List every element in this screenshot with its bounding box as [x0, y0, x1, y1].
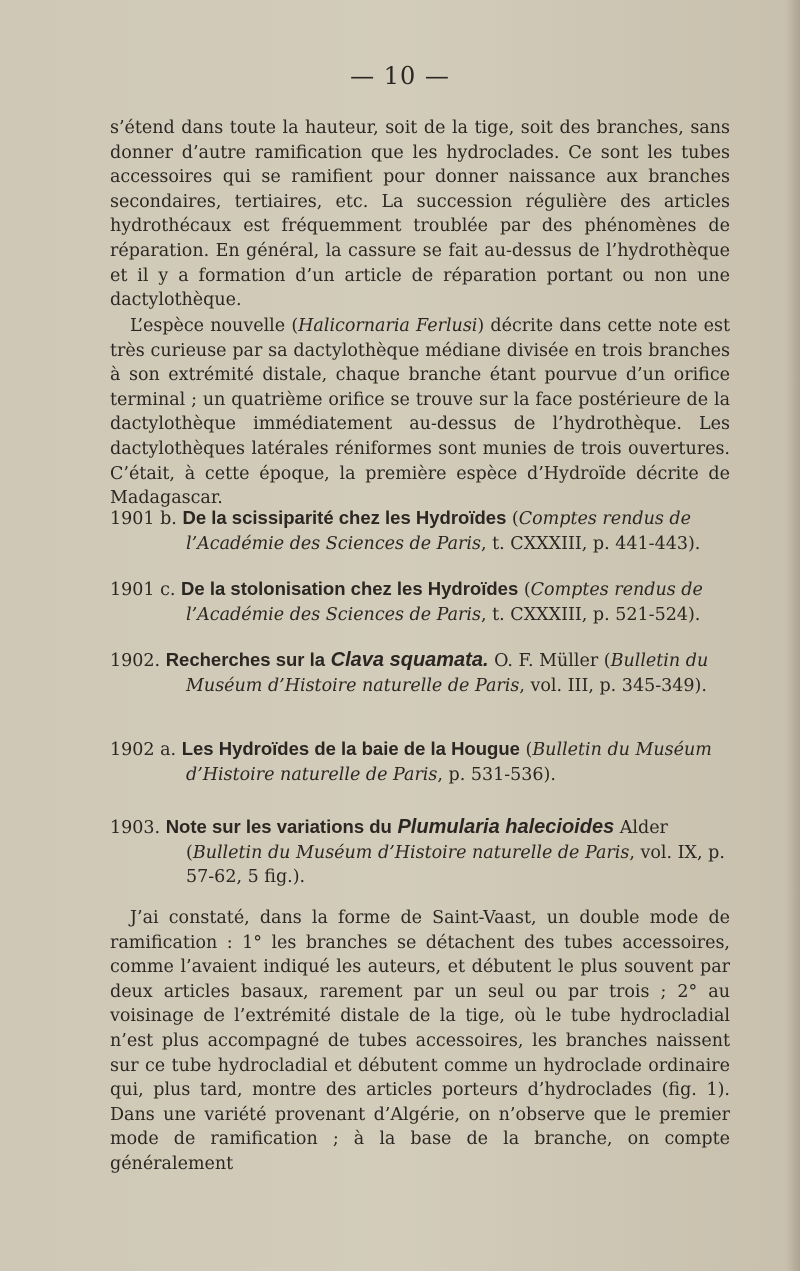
entry-paren: (: [518, 580, 531, 600]
entry-paren: (: [506, 509, 519, 529]
entry-paren: (: [519, 740, 533, 760]
paragraph-1: s’étend dans toute la hauteur, soit de la tige, soit des branches, sans donner d’autre ramification que les hydroclades. Ce sont les tubes accessoires qui se ramifient pour donner naissance aux branches secondaires, tertiaires, etc. La succession régulière des articles hydrothécaux est fréquemment troublée par des phénomènes de réparation. En général, la cassure se fait au-dessus de l’hydrothèque et il y a formation d’un article de réparation portant ou non une dactylothèque.: [110, 118, 730, 311]
entry-title: Note sur les variations du: [165, 816, 392, 837]
entry-journal: Comptes rendus de l’Académie des Sciences de Paris: [186, 509, 691, 554]
entry-title: De la stolonisation chez les Hydroïdes: [181, 578, 519, 599]
paragraph-2-body: ) décrite dans cette note est très curieuse par sa dactylothèque médiane divisée en trois branches à son extrémité distale, chaque branche étant pourvue d’un orifice terminal ; un quatrième orifice se trouve sur la face postérieure de la dactylothèque immédiatement au-dessus de l’hydrothèque. Les dactylothèques latérales réniformes sont munies de trois ouvertures. C’était, à cette époque, la première espèce d’Hydroïde décrite de Madagascar.: [110, 316, 730, 509]
entry-species: Clava squamata.: [330, 649, 489, 671]
entry-pages: , p. 531-536).: [437, 764, 556, 785]
entry-year: 1902 a.: [110, 740, 177, 760]
entry-year: 1901 c.: [110, 580, 176, 600]
paragraph-2: [110, 314, 730, 511]
entry-species: Plumularia halecioides: [397, 816, 615, 838]
page-number: — 10 —: [350, 62, 450, 90]
entry-journal: Bulletin du Muséum d’Histoire naturelle de Paris: [186, 740, 712, 785]
paragraph-3: J’ai constaté, dans la forme de Saint-Vaast, un double mode de ramification : 1° les branches se détachent des tubes accessoires, comme l’avaient indiqué les auteurs, et débutent le plus souvent par deux articles basaux, rarement par un seul ou par trois ; 2° au voisinage de l’extrémité distale de la tige, où le tube hydrocladial n’est plus accompagné de tubes accessoires, les branches naissent sur ce tube hydrocladial et débutent comme un hydroclade ordinaire qui, plus tard, montre des articles porteurs d’hydroclades (fig. 1). Dans une variété provenant d’Algérie, on n’observe que le premier mode de ramification ; à la base de la branche, on compte généralement: [110, 908, 730, 1174]
bibliography-entry: [110, 648, 730, 698]
bibliography-entry: [110, 506, 730, 556]
paragraph-2-open: L’espèce nouvelle (: [130, 316, 299, 336]
entry-journal: Comptes rendus de l’Académie des Sciences de Paris: [186, 580, 703, 625]
entry-author: O. F. Müller (: [488, 651, 611, 671]
entry-author: Alder (: [186, 818, 668, 863]
entry-title: Recherches sur la: [165, 649, 326, 670]
entry-year: 1903.: [110, 818, 161, 838]
entry-journal: Bulletin du Muséum d’Histoire naturelle de Paris: [192, 842, 630, 863]
entry-title: De la scissiparité chez les Hydroïdes: [182, 507, 507, 528]
entry-pages: , t. CXXXIII, p. 441-443).: [481, 533, 701, 554]
entry-year: 1902.: [110, 651, 161, 671]
bibliography-entry: [110, 737, 730, 787]
bibliography-entry: [110, 577, 730, 627]
bibliography-entry: [110, 815, 730, 890]
species-name: Halicornaria Ferlusi: [298, 316, 478, 336]
entry-pages: , vol. IX, p. 57-62, 5 fig.).: [186, 842, 725, 888]
entry-journal: Bulletin du Muséum d’Histoire naturelle de Paris: [186, 651, 709, 696]
entry-year: 1901 b.: [110, 509, 177, 529]
entry-pages: , vol. III, p. 345-349).: [519, 675, 707, 696]
entry-pages: , t. CXXXIII, p. 521-524).: [481, 604, 701, 625]
entry-title: Les Hydroïdes de la baie de la Hougue: [181, 738, 520, 759]
page-edge-shadow: [786, 0, 800, 1271]
